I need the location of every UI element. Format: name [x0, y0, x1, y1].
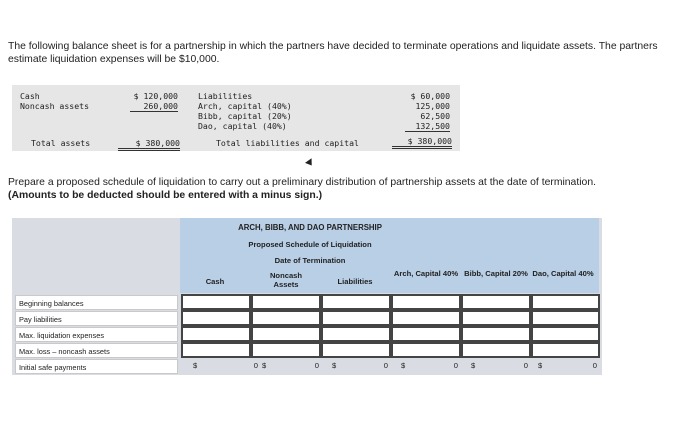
input-max-loss-bibb[interactable]	[461, 342, 531, 358]
row-label-liquidation-expenses: Max. liquidation expenses	[15, 327, 178, 342]
bibb-capital-value: 62,500	[420, 111, 450, 121]
col-cash: Cash	[205, 277, 225, 286]
cash-value: $ 120,000	[133, 91, 178, 101]
total-dao-spacer: 0	[523, 361, 528, 370]
arch-capital-value: 125,000	[415, 101, 450, 111]
liabilities-value: $ 60,000	[410, 91, 450, 101]
total-noncash-dollar: $	[262, 361, 267, 370]
arch-capital-label: Arch, capital (40%)	[198, 101, 292, 111]
input-beginning-bibb[interactable]	[461, 294, 531, 310]
instructions	[8, 176, 692, 202]
bibb-capital-label: Bibb, capital (20%)	[198, 111, 292, 121]
col-dao: Dao, Capital 40%	[532, 269, 594, 278]
row-label-beginning: Beginning balances	[15, 295, 178, 310]
input-pay-liabilities-dao[interactable]	[531, 310, 600, 326]
total-dao-dollar: $	[538, 361, 543, 370]
total-assets-label: Total assets	[31, 138, 91, 148]
input-max-loss-dao[interactable]	[531, 342, 600, 358]
input-expenses-dao[interactable]	[531, 326, 600, 342]
total-arch-value: 0	[383, 361, 388, 370]
input-pay-liabilities-arch[interactable]	[391, 310, 461, 326]
row-label-pay-liabilities: Pay liabilities	[15, 311, 178, 326]
total-cash-dollar: $	[193, 361, 198, 370]
total-bibb-value: 0	[453, 361, 458, 370]
schedule-subtitle: Proposed Schedule of Liquidation	[248, 240, 372, 249]
total-dao-value: 0	[592, 361, 597, 370]
total-liabilities-value: 0	[314, 361, 319, 370]
input-expenses-noncash[interactable]	[251, 326, 321, 342]
col-arch: Arch, Capital 40%	[393, 269, 459, 278]
cursor-arrow-icon	[305, 158, 315, 168]
total-bibb-dollar: $	[471, 361, 476, 370]
input-pay-liabilities-noncash[interactable]	[251, 310, 321, 326]
total-arch-dollar: $	[401, 361, 406, 370]
col-bibb: Bibb, Capital 20%	[464, 269, 528, 278]
total-liab-capital-label: Total liabilities and capital	[216, 138, 359, 148]
liabilities-label: Liabilities	[198, 91, 253, 101]
problem-intro: The following balance sheet is for a partnership in which the partners have decided to terminate operations and liquidate assets. The partners estimate liquidation expenses will be $10,000.	[8, 41, 658, 65]
total-assets-value: $ 380,000	[118, 138, 180, 151]
input-max-loss-cash[interactable]	[181, 342, 251, 358]
total-liab-capital-value: $ 380,000	[392, 136, 452, 149]
schedule-title: ARCH, BIBB, AND DAO PARTNERSHIP	[238, 223, 382, 232]
input-pay-liabilities-liabilities[interactable]	[321, 310, 391, 326]
input-pay-liabilities-bibb[interactable]	[461, 310, 531, 326]
input-max-loss-noncash[interactable]	[251, 342, 321, 358]
noncash-label: Noncash assets	[20, 101, 90, 111]
input-expenses-arch[interactable]	[391, 326, 461, 342]
input-beginning-noncash[interactable]	[251, 294, 321, 310]
dao-capital-label: Dao, capital (40%)	[198, 121, 287, 131]
input-beginning-cash[interactable]	[181, 294, 251, 310]
noncash-value: 260,000	[130, 101, 178, 112]
input-pay-liabilities-cash[interactable]	[181, 310, 251, 326]
total-noncash-value: 0	[253, 361, 258, 370]
total-liabilities-dollar: $	[332, 361, 337, 370]
dao-capital-value: 132,500	[405, 121, 450, 132]
row-label-max-loss: Max. loss – noncash assets	[15, 343, 178, 358]
schedule-date: Date of Termination	[274, 256, 346, 265]
row-label-safe-payments: Initial safe payments	[15, 359, 178, 374]
instructions-text: Prepare a proposed schedule of liquidation to carry out a preliminary distribution of partnership assets at the date of termination.	[8, 177, 596, 188]
input-expenses-bibb[interactable]	[461, 326, 531, 342]
col-liabilities: Liabilities	[337, 277, 373, 286]
input-beginning-dao[interactable]	[531, 294, 600, 310]
input-max-loss-liabilities[interactable]	[321, 342, 391, 358]
col-noncash: Noncash Assets	[269, 271, 303, 289]
cash-label: Cash	[20, 91, 40, 101]
input-expenses-cash[interactable]	[181, 326, 251, 342]
instructions-note: (Amounts to be deducted should be entered with a minus sign.)	[8, 190, 323, 201]
input-max-loss-arch[interactable]	[391, 342, 461, 358]
input-beginning-liabilities[interactable]	[321, 294, 391, 310]
input-beginning-arch[interactable]	[391, 294, 461, 310]
input-expenses-liabilities[interactable]	[321, 326, 391, 342]
